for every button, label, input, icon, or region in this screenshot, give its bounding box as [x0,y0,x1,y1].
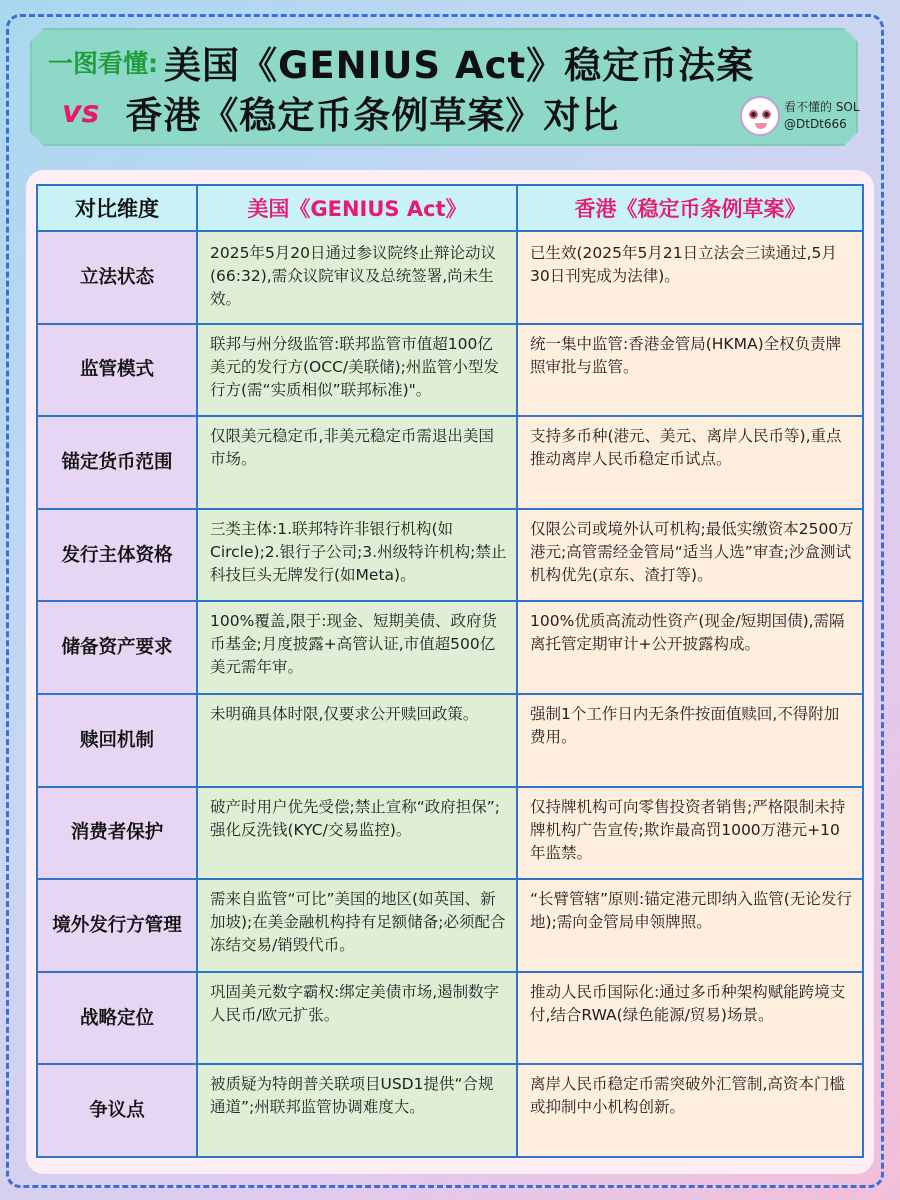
table-row [37,416,863,509]
brand-name: 看不懂的 SOL [784,100,860,114]
title-prefix: 一图看懂: [48,49,158,78]
table-header-row [37,185,863,231]
brand-handle: @DtDt666 [784,117,847,131]
row-hk-cell: “长臂管辖”原则:锚定港元即纳入监管(无论发行地);需向金管局申领牌照。 [517,879,863,972]
table-row [37,324,863,417]
comparison-table-panel [26,170,874,1174]
row-dimension: 监管模式 [37,324,197,417]
row-hk-cell: 仅限公司或境外认可机构;最低实缴资本2500万港元;高管需经金管局“适当人选”审查;沙盒测试机构优先(京东、渣打等)。 [517,509,863,602]
author-brand [740,96,860,136]
row-hk-cell: 仅持牌机构可向零售投资者销售;严格限制未持牌机构广告宣传;欺诈最高罚1000万港元+10年监禁。 [517,787,863,880]
table-row [37,972,863,1065]
row-dimension: 争议点 [37,1064,197,1157]
vs-label: vs [62,94,100,130]
row-dimension: 立法状态 [37,231,197,324]
cartoon-avatar-icon [740,96,780,136]
title-hk-law: 香港《稳定币条例草案》对比 [125,94,620,137]
row-us-cell: 三类主体:1.联邦特许非银行机构(如Circle);2.银行子公司;3.州级特许机构;禁止科技巨头无牌发行(如Meta)。 [197,509,517,602]
row-us-cell: 巩固美元数字霸权:绑定美债市场,遏制数字人民币/欧元扩张。 [197,972,517,1065]
header-hk: 香港《稳定币条例草案》 [517,185,863,231]
row-hk-cell: 离岸人民币稳定币需突破外汇管制,高资本门槛或抑制中小机构创新。 [517,1064,863,1157]
row-hk-cell: 已生效(2025年5月21日立法会三读通过,5月30日刊宪成为法律)。 [517,231,863,324]
table-row [37,787,863,880]
row-dimension: 锚定货币范围 [37,416,197,509]
table-row [37,231,863,324]
row-hk-cell: 100%优质高流动性资产(现金/短期国债),需隔离托管定期审计+公开披露构成。 [517,601,863,694]
header-dimension: 对比维度 [37,185,197,231]
title-us-law: 美国《GENIUS Act》稳定币法案 [164,44,755,87]
row-us-cell: 联邦与州分级监管:联邦监管市值超100亿美元的发行方(OCC/美联储);州监管小型发行方(需“实质相似”联邦标准)"。 [197,324,517,417]
table-row [37,601,863,694]
row-dimension: 境外发行方管理 [37,879,197,972]
header-us: 美国《GENIUS Act》 [197,185,517,231]
row-dimension: 发行主体资格 [37,509,197,602]
title-line-1 [48,40,755,87]
row-dimension: 消费者保护 [37,787,197,880]
row-hk-cell: 统一集中监管:香港金管局(HKMA)全权负责牌照审批与监管。 [517,324,863,417]
title-line-2 [62,90,620,137]
comparison-table [36,184,864,1158]
row-us-cell: 需来自监管“可比”美国的地区(如英国、新加坡);在美金融机构持有足额储备;必须配合冻结交易/销毁代币。 [197,879,517,972]
row-us-cell: 仅限美元稳定币,非美元稳定币需退出美国市场。 [197,416,517,509]
table-row [37,509,863,602]
table-row [37,879,863,972]
row-us-cell: 未明确具体时限,仅要求公开赎回政策。 [197,694,517,787]
row-hk-cell: 支持多币种(港元、美元、离岸人民币等),重点推动离岸人民币稳定币试点。 [517,416,863,509]
row-hk-cell: 推动人民币国际化:通过多币种架构赋能跨境支付,结合RWA(绿色能源/贸易)场景。 [517,972,863,1065]
row-us-cell: 2025年5月20日通过参议院终止辩论动议(66:32),需众议院审议及总统签署,尚未生效。 [197,231,517,324]
row-dimension: 储备资产要求 [37,601,197,694]
row-us-cell: 破产时用户优先受偿;禁止宣称“政府担保”;强化反洗钱(KYC/交易监控)。 [197,787,517,880]
table-row [37,694,863,787]
row-dimension: 战略定位 [37,972,197,1065]
row-hk-cell: 强制1个工作日内无条件按面值赎回,不得附加费用。 [517,694,863,787]
row-us-cell: 被质疑为特朗普关联项目USD1提供“合规通道”;州联邦监管协调难度大。 [197,1064,517,1157]
table-row [37,1064,863,1157]
row-dimension: 赎回机制 [37,694,197,787]
row-us-cell: 100%覆盖,限于:现金、短期美债、政府货币基金;月度披露+高管认证,市值超500亿美元需年审。 [197,601,517,694]
